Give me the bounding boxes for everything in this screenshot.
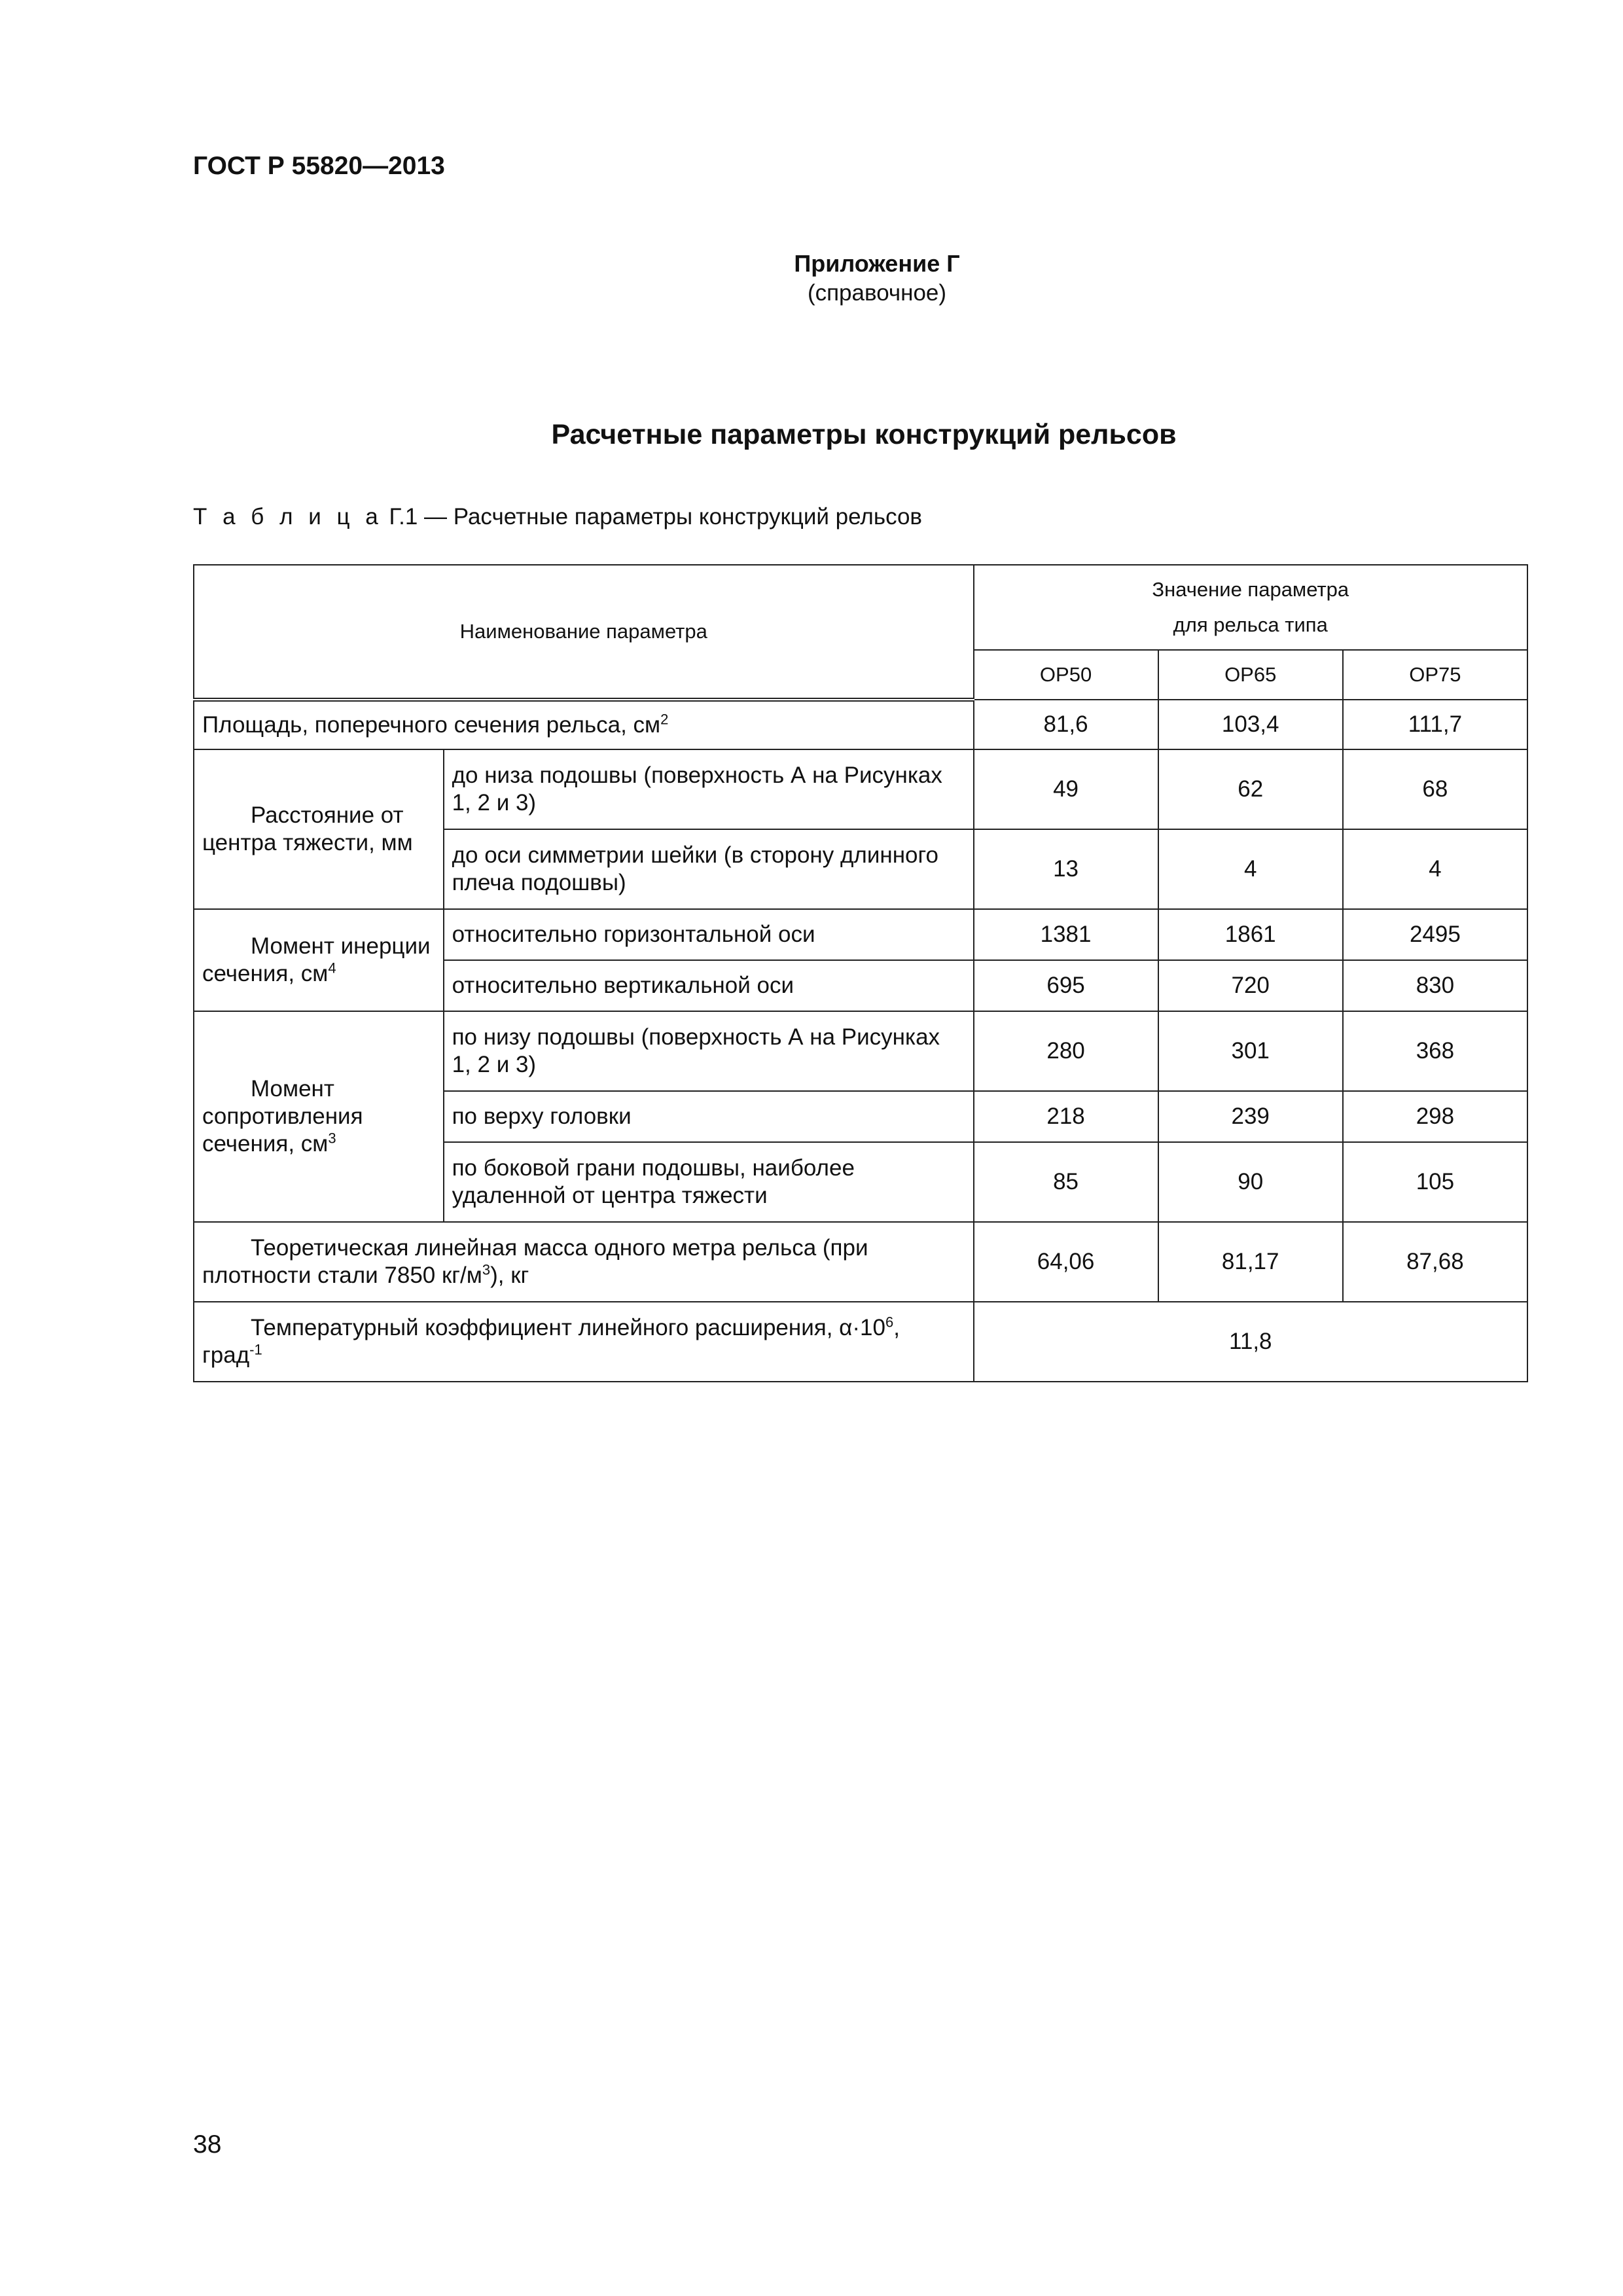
table-row <box>194 1302 1527 1382</box>
row-label-temperature <box>194 1302 974 1382</box>
table-caption <box>193 504 922 530</box>
caption-prefix: Т а б л и ц а <box>193 504 383 529</box>
table-cell: 90 <box>1158 1142 1343 1222</box>
document-code: ГОСТ Р 55820—2013 <box>193 152 445 180</box>
table-cell: 81,6 <box>974 700 1158 749</box>
table-cell: 1381 <box>974 909 1158 960</box>
temp-label-b: , град <box>202 1315 900 1368</box>
resistance-label: Момент сопротивления сечения, см <box>202 1076 363 1157</box>
row-label: по верху головки <box>444 1091 974 1142</box>
table-header-row <box>194 565 1527 650</box>
table-cell: 1861 <box>1158 909 1343 960</box>
table-cell: 87,68 <box>1343 1222 1527 1302</box>
area-sup: 2 <box>660 711 669 728</box>
table-cell: 298 <box>1343 1091 1527 1142</box>
table-cell: 4 <box>1158 829 1343 909</box>
header-value-line2: для рельса типа <box>1173 613 1328 636</box>
table-row <box>194 909 1527 960</box>
header-parameter-value <box>974 565 1528 650</box>
table-cell: 49 <box>974 749 1158 829</box>
table-cell: 830 <box>1343 960 1527 1011</box>
row-label: относительно вертикальной оси <box>444 960 974 1011</box>
appendix-subtitle: (справочное) <box>807 280 947 306</box>
inertia-label: Момент инерции сечения, см <box>202 933 431 986</box>
table-cell: 62 <box>1158 749 1343 829</box>
header-value-line1: Значение параметра <box>1152 578 1349 601</box>
row-label: по низу подошвы (поверхность А на Рисунках 1, 2 и 3) <box>444 1011 974 1091</box>
table-row <box>194 1222 1527 1302</box>
table-cell: 239 <box>1158 1091 1343 1142</box>
temp-sup2: -1 <box>249 1341 262 1358</box>
caption-text: Г.1 — Расчетные параметры конструкций рельсов <box>382 504 923 529</box>
row-label: по боковой грани подошвы, наиболее удаленной от центра тяжести <box>444 1142 974 1222</box>
table-cell: 64,06 <box>974 1222 1158 1302</box>
header-type-op65: ОР65 <box>1158 650 1343 700</box>
table-cell: 11,8 <box>974 1302 1528 1382</box>
header-type-op75: ОР75 <box>1343 650 1527 700</box>
table-cell: 105 <box>1343 1142 1527 1222</box>
table-cell: 13 <box>974 829 1158 909</box>
parameters-table <box>193 564 1528 1382</box>
header-type-op50: ОР50 <box>974 650 1158 700</box>
row-label: относительно горизонтальной оси <box>444 909 974 960</box>
table-cell: 368 <box>1343 1011 1527 1091</box>
table-cell: 103,4 <box>1158 700 1343 749</box>
table-cell: 720 <box>1158 960 1343 1011</box>
row-group-distance: Расстояние от центра тяжести, мм <box>194 749 444 909</box>
area-label: Площадь, поперечного сечения рельса, см <box>202 712 661 738</box>
appendix-title: Приложение Г <box>794 250 960 277</box>
mass-label-a: Теоретическая линейная масса одного метра рельса (при плотности стали 7850 кг/м <box>202 1235 868 1288</box>
table-cell: 218 <box>974 1091 1158 1142</box>
table-row <box>194 700 1527 749</box>
temp-label-a: Температурный коэффициент линейного расширения, α·10 <box>251 1315 885 1340</box>
mass-sup: 3 <box>482 1261 491 1278</box>
table-cell: 4 <box>1343 829 1527 909</box>
row-label-area <box>194 700 974 749</box>
table-row <box>194 749 1527 829</box>
page-number: 38 <box>193 2130 222 2159</box>
row-group-resistance <box>194 1011 444 1222</box>
header-parameter-name: Наименование параметра <box>194 565 974 700</box>
row-label: до оси симметрии шейки (в сторону длинного плеча подошвы) <box>444 829 974 909</box>
appendix-heading <box>707 249 1047 308</box>
resistance-sup: 3 <box>328 1130 336 1147</box>
temp-sup1: 6 <box>885 1314 894 1331</box>
page-title: Расчетные параметры конструкций рельсов <box>551 419 1177 450</box>
table-row <box>194 1011 1527 1091</box>
row-label: до низа подошвы (поверхность А на Рисунках 1, 2 и 3) <box>444 749 974 829</box>
table-cell: 2495 <box>1343 909 1527 960</box>
table-cell: 68 <box>1343 749 1527 829</box>
table-cell: 695 <box>974 960 1158 1011</box>
row-label-mass <box>194 1222 974 1302</box>
mass-label-b: ), кг <box>490 1263 529 1288</box>
table-cell: 111,7 <box>1343 700 1527 749</box>
row-group-inertia <box>194 909 444 1011</box>
table-cell: 81,17 <box>1158 1222 1343 1302</box>
table-cell: 85 <box>974 1142 1158 1222</box>
table-cell: 280 <box>974 1011 1158 1091</box>
inertia-sup: 4 <box>328 960 336 977</box>
table-cell: 301 <box>1158 1011 1343 1091</box>
